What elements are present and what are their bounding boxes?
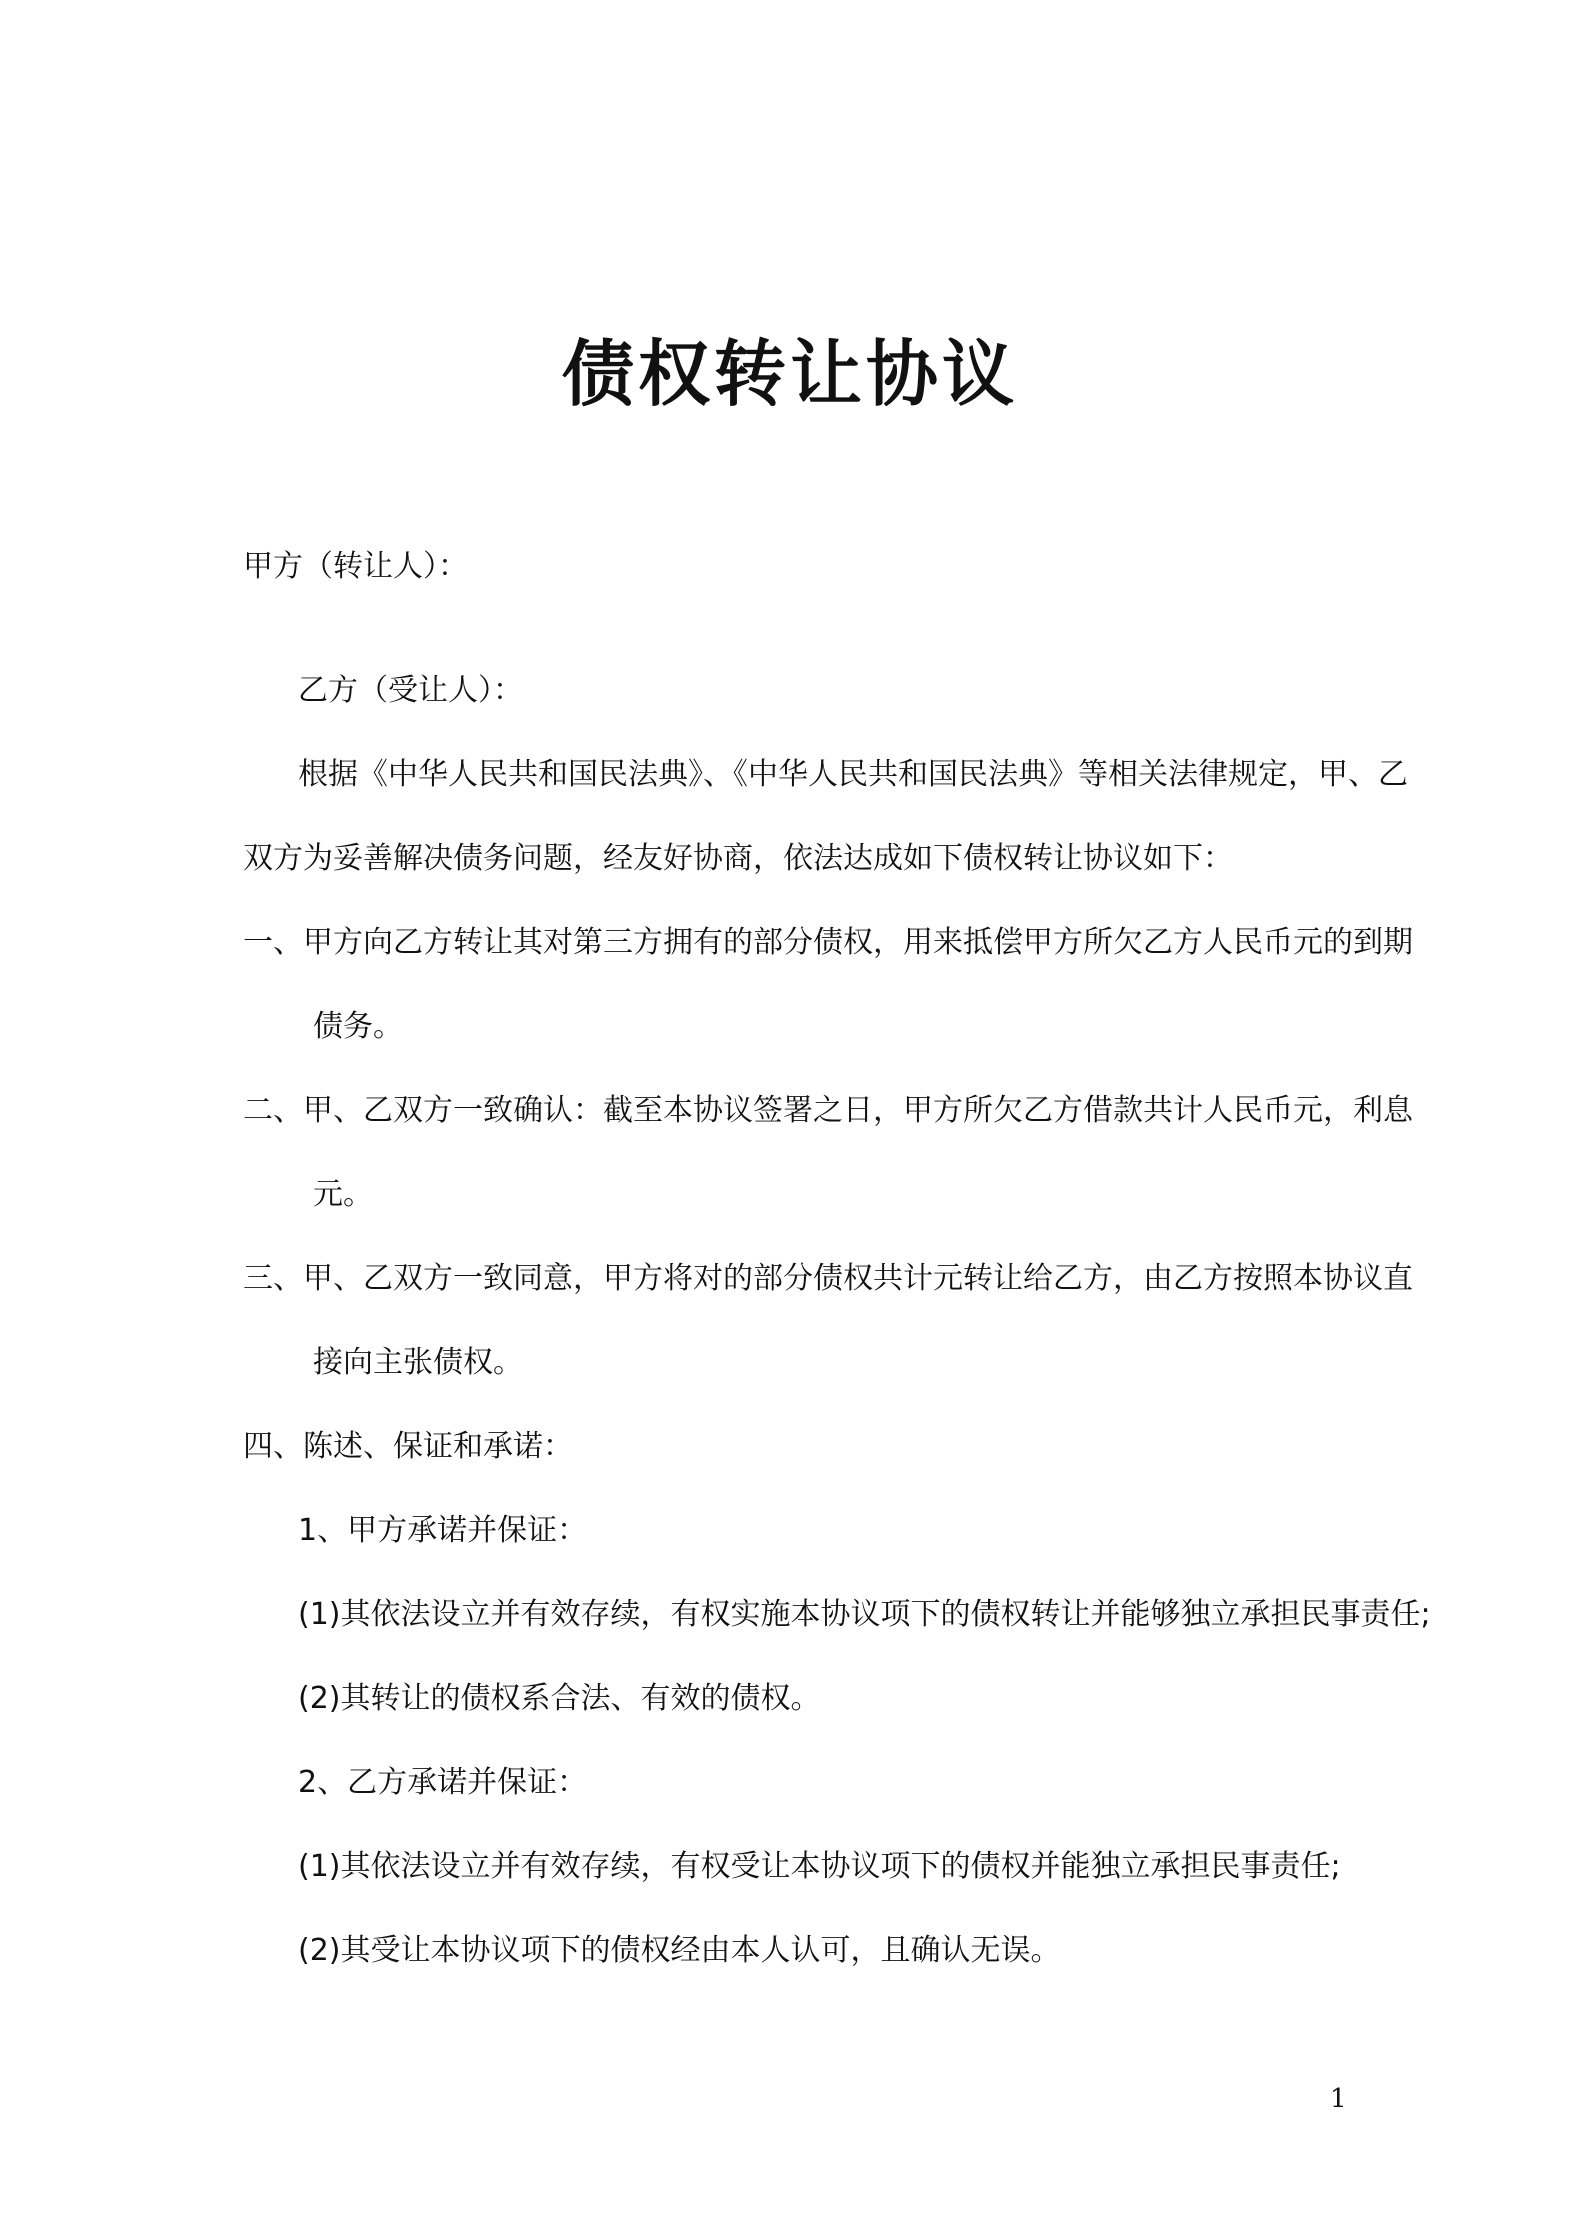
clause-3-line-2: 接向主张债权。: [313, 1345, 523, 1380]
party-b-label: 乙方（受让人）：: [298, 673, 523, 708]
clause-1-line-2: 债务。: [313, 1009, 403, 1044]
party-a-promise-item-1: (1)其依法设立并有效存续，有权实施本协议项下的债权转让并能够独立承担民事责任;: [298, 1597, 1431, 1632]
clause-1-line-1: 一、甲方向乙方转让其对第三方拥有的部分债权，用来抵偿甲方所欠乙方人民币元的到期: [243, 925, 1413, 960]
clause-2-line-1: 二、甲、乙双方一致确认：截至本协议签署之日，甲方所欠乙方借款共计人民币元，利息: [243, 1093, 1413, 1128]
clause-2-line-2: 元。: [313, 1177, 373, 1212]
preamble-line-2: 双方为妥善解决债务问题，经友好协商，依法达成如下债权转让协议如下：: [243, 841, 1233, 876]
party-a-promise-item-2: (2)其转让的债权系合法、有效的债权。: [298, 1681, 821, 1716]
clause-4-heading: 四、陈述、保证和承诺：: [243, 1429, 573, 1464]
page-number: 1: [1330, 2084, 1347, 2114]
party-b-promise-heading: 2、乙方承诺并保证：: [298, 1765, 588, 1800]
party-b-promise-item-2: (2)其受让本协议项下的债权经由本人认可，且确认无误。: [298, 1933, 1061, 1968]
party-a-label: 甲方（转让人）：: [243, 549, 468, 584]
clause-3-line-1: 三、甲、乙双方一致同意，甲方将对的部分债权共计元转让给乙方，由乙方按照本协议直: [243, 1261, 1413, 1296]
preamble-line-1: 根据《中华人民共和国民法典》、《中华人民共和国民法典》等相关法律规定，甲、乙: [298, 757, 1408, 792]
document-title: 债权转让协议: [561, 332, 1018, 416]
party-b-promise-item-1: (1)其依法设立并有效存续，有权受让本协议项下的债权并能独立承担民事责任;: [298, 1849, 1341, 1884]
party-a-promise-heading: 1、甲方承诺并保证：: [298, 1513, 588, 1548]
